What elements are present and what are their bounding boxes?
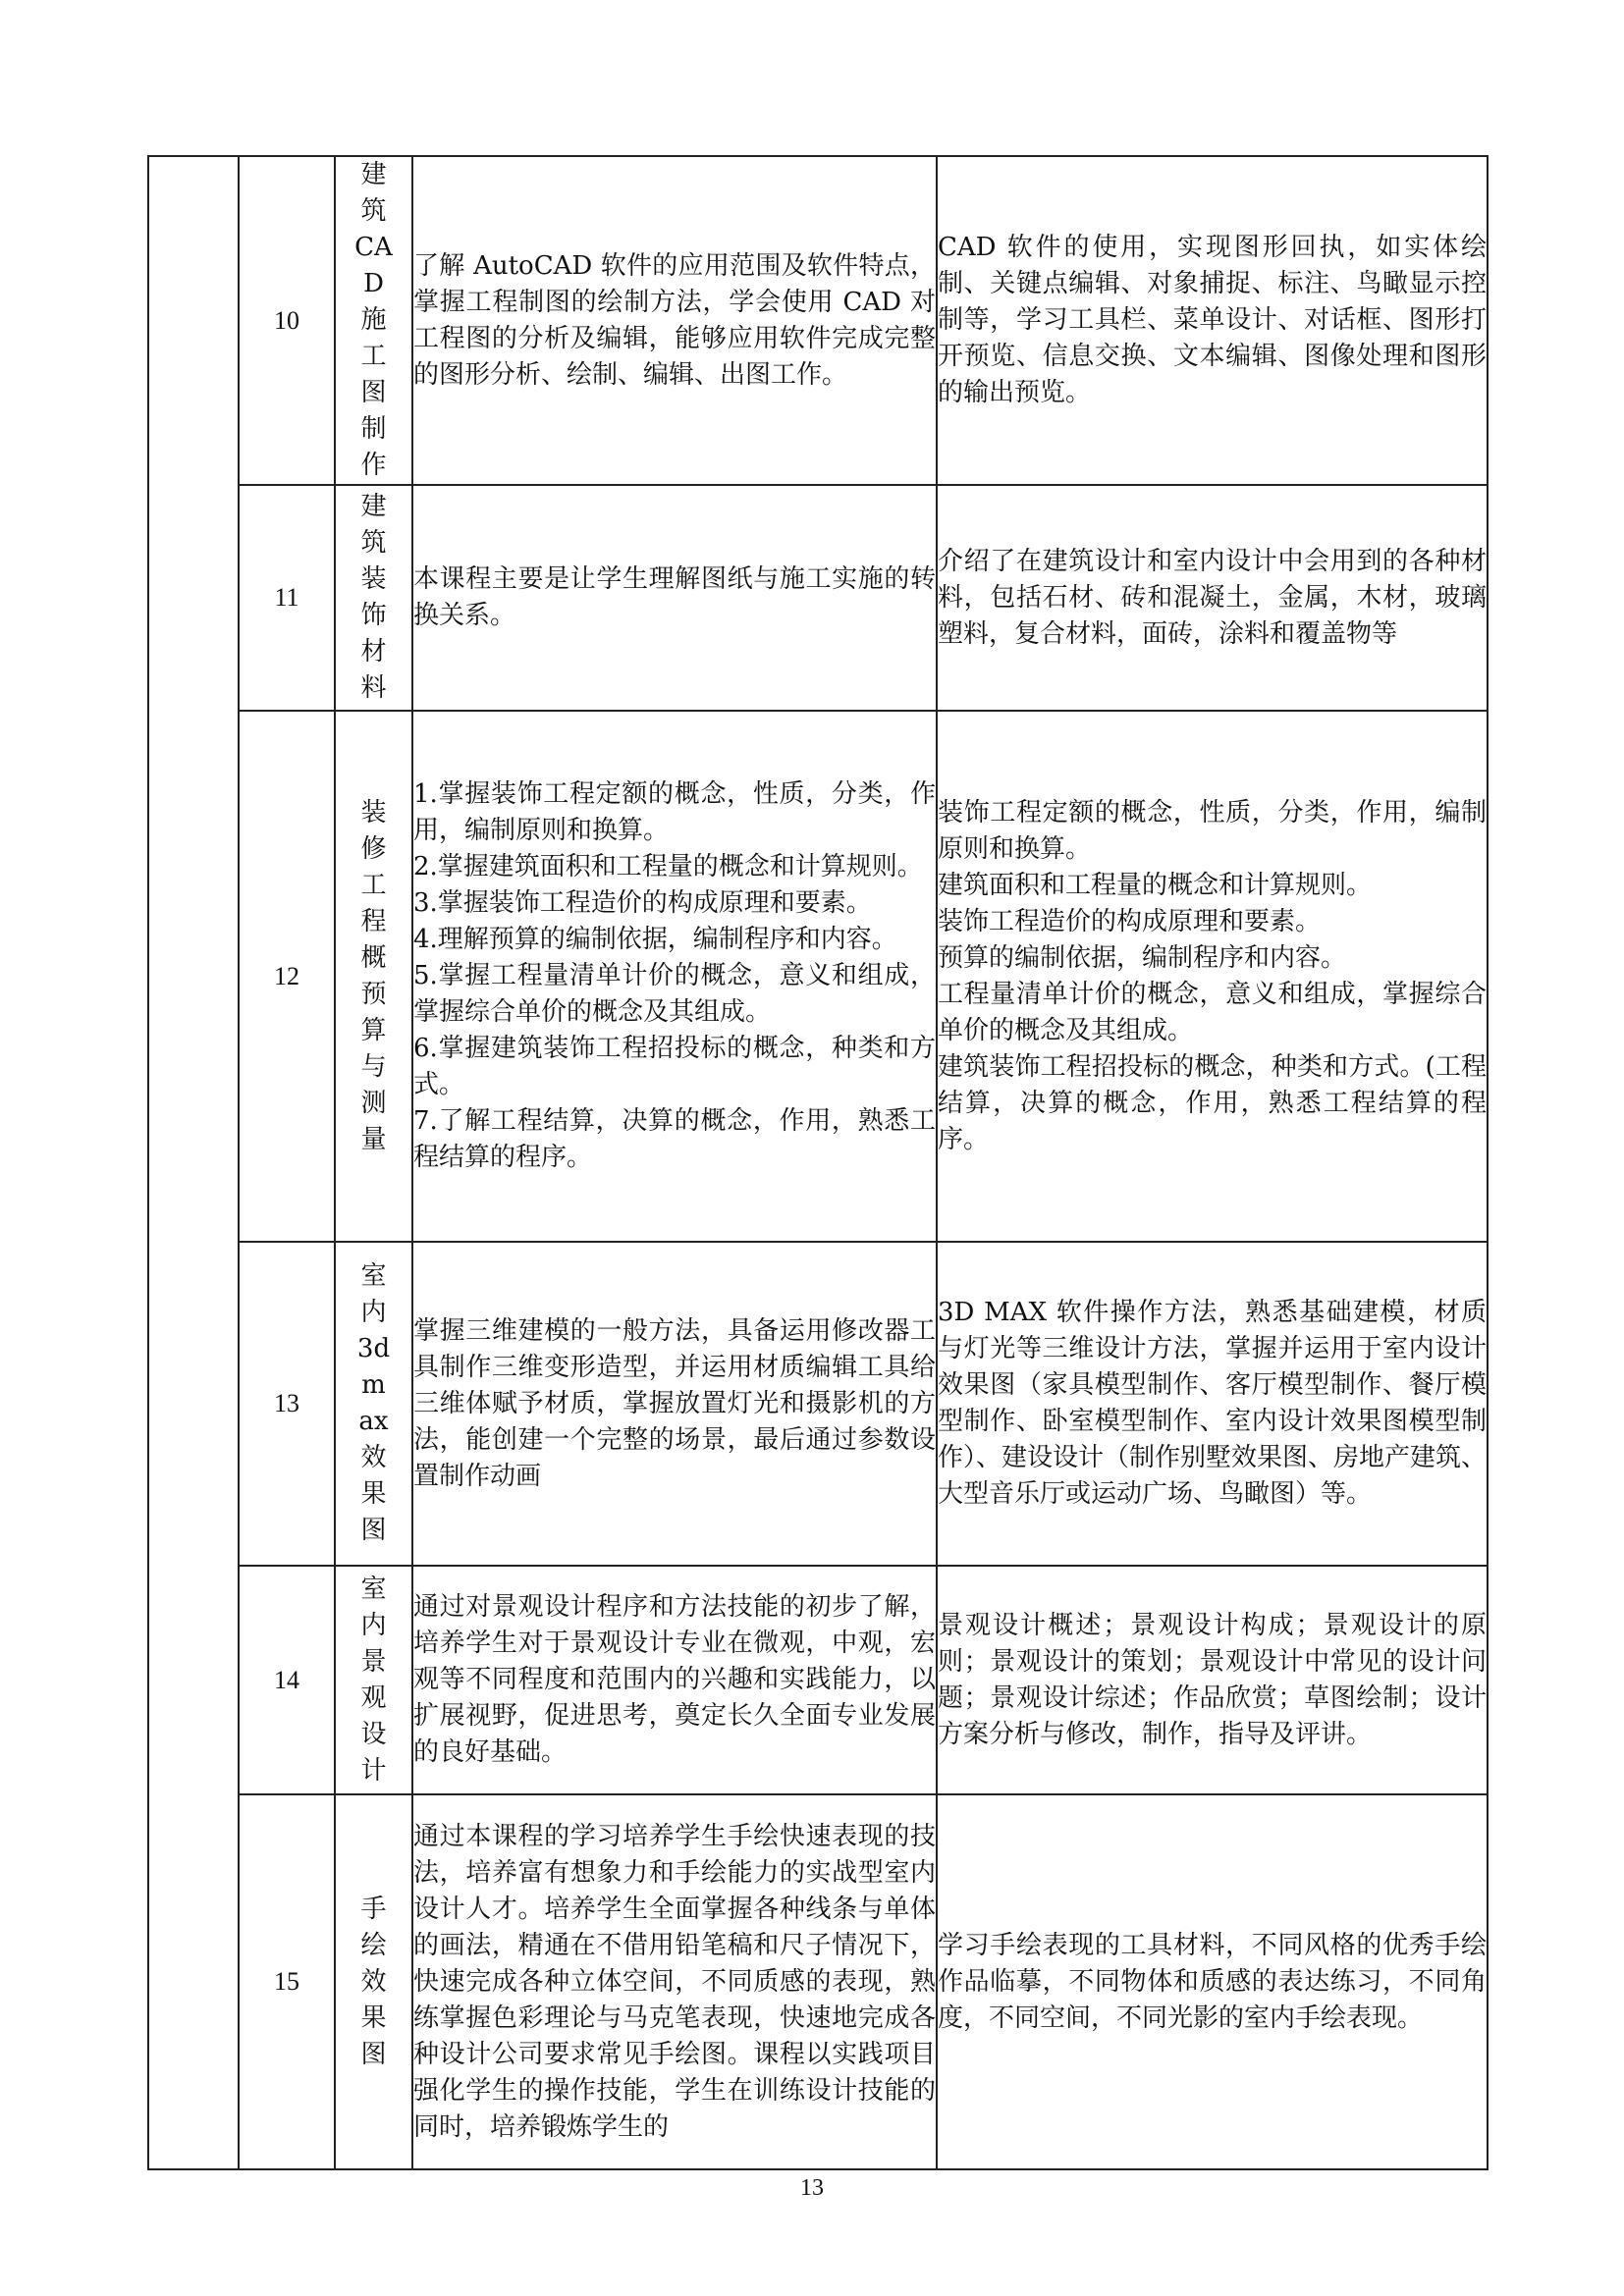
- course-number: 13: [239, 1242, 335, 1566]
- course-goal: 通过本课程的学习培养学生手绘快速表现的技法，培养富有想象力和手绘能力的实战型室内设计人才。培养学生全面掌握各种线条与单体的画法，精通在不借用铅笔稿和尺子情况下，快速完成各种立体空间，不同质感的表现，熟练掌握色彩理论与马克笔表现，快速地完成各种设计公司要求常见手绘图。课程以实践项目强化学生的操作技能，学生在训练设计技能的同时，培养锻炼学生的: [412, 1794, 937, 2169]
- course-content: 3D MAX 软件操作方法，熟悉基础建模，材质与灯光等三维设计方法，掌握并运用于室内设计效果图（家具模型制作、客厅模型制作、餐厅模型制作、卧室模型制作、室内设计效果图模型制作）、建设设计（制作别墅效果图、房地产建筑、大型音乐厅或运动广场、鸟瞰图）等。: [937, 1242, 1488, 1566]
- course-name: [335, 1566, 412, 1794]
- course-name-text: 建筑CAD施工图制作: [354, 160, 393, 480]
- course-name-text: 室内3dmax效果图: [356, 1261, 391, 1545]
- course-name: [335, 1794, 412, 2169]
- course-name-text: 手绘效果图: [360, 1894, 387, 2069]
- table-row: [148, 156, 1488, 485]
- course-name-text: 室内景观设计: [360, 1574, 387, 1786]
- course-name: [335, 156, 412, 485]
- course-content: 装饰工程定额的概念，性质，分类，作用，编制原则和换算。 建筑面积和工程量的概念和计算规则。 装饰工程造价的构成原理和要素。 预算的编制依据，编制程序和内容。 工程量清单计价的概念，意义和组成，掌握综合单价的概念及其组成。 建筑装饰工程招投标的概念，种类和方式。(工程结算，决算的概念，作用，熟悉工程结算的程序。: [937, 711, 1488, 1242]
- course-name: [335, 711, 412, 1242]
- course-number: 10: [239, 156, 335, 485]
- course-goal: 了解 AutoCAD 软件的应用范围及软件特点，掌握工程制图的绘制方法，学会使用 CAD 对工程图的分析及编辑，能够应用软件完成完整的图形分析、绘制、编辑、出图工作。: [412, 156, 937, 485]
- course-name-text: 建筑装饰材料: [360, 492, 387, 703]
- table-row: [148, 485, 1488, 711]
- course-number: 14: [239, 1566, 335, 1794]
- course-goal: 通过对景观设计程序和方法技能的初步了解，培养学生对于景观设计专业在微观，中观，宏观等不同程度和范围内的兴趣和实践能力，以扩展视野，促进思考，奠定长久全面专业发展的良好基础。: [412, 1566, 937, 1794]
- table-row: [148, 1794, 1488, 2169]
- course-goal: 掌握三维建模的一般方法，具备运用修改器工具制作三维变形造型，并运用材质编辑工具给三维体赋予材质，掌握放置灯光和摄影机的方法，能创建一个完整的场景，最后通过参数设置制作动画: [412, 1242, 937, 1566]
- page-number: 13: [800, 2175, 824, 2201]
- course-number: 15: [239, 1794, 335, 2169]
- course-content: 景观设计概述；景观设计构成；景观设计的原则；景观设计的策划；景观设计中常见的设计问题；景观设计综述；作品欣赏；草图绘制；设计方案分析与修改，制作，指导及评讲。: [937, 1566, 1488, 1794]
- course-name: [335, 485, 412, 711]
- course-goal: 本课程主要是让学生理解图纸与施工实施的转换关系。: [412, 485, 937, 711]
- course-number: 11: [239, 485, 335, 711]
- course-content: 学习手绘表现的工具材料，不同风格的优秀手绘作品临摹，不同物体和质感的表达练习，不同角度，不同空间，不同光影的室内手绘表现。: [937, 1794, 1488, 2169]
- course-content: 介绍了在建筑设计和室内设计中会用到的各种材料，包括石材、砖和混凝土，金属，木材，玻璃塑料，复合材料，面砖，涂料和覆盖物等: [937, 485, 1488, 711]
- table-row: [148, 1242, 1488, 1566]
- category-cell: [148, 156, 239, 2169]
- table-row: [148, 1566, 1488, 1794]
- course-name-text: 装修工程概预算与测量: [360, 797, 387, 1154]
- course-table: [147, 155, 1489, 2170]
- course-number: 12: [239, 711, 335, 1242]
- course-name: [335, 1242, 412, 1566]
- table-row: [148, 711, 1488, 1242]
- course-content: CAD 软件的使用，实现图形回执，如实体绘制、关键点编辑、对象捕捉、标注、鸟瞰显示控制等，学习工具栏、菜单设计、对话框、图形打开预览、信息交换、文本编辑、图像处理和图形的输出预览。: [937, 156, 1488, 485]
- course-goal: 1.掌握装饰工程定额的概念，性质，分类，作用，编制原则和换算。 2.掌握建筑面积和工程量的概念和计算规则。 3.掌握装饰工程造价的构成原理和要素。 4.理解预算的编制依据，编制程序和内容。 5.掌握工程量清单计价的概念，意义和组成，掌握综合单价的概念及其组成。 6.掌握建筑装饰工程招投标的概念，种类和方式。 7.了解工程结算，决算的概念，作用，熟悉工程结算的程序。: [412, 711, 937, 1242]
